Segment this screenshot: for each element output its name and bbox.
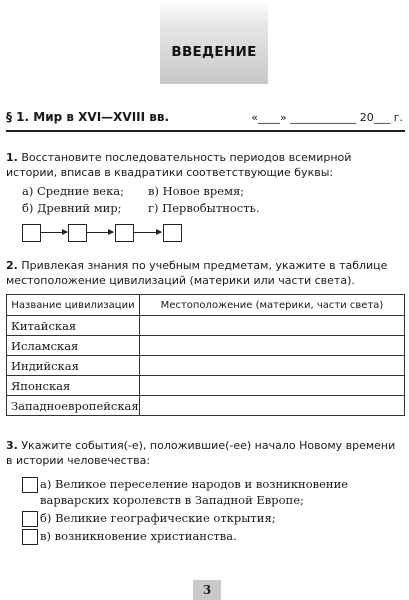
q1-option-b: б) Древний мир; <box>22 201 122 215</box>
checkbox[interactable] <box>22 529 38 545</box>
answer-text: а) Великое переселение народов и возникновение варварских королевств в Западной Европе; <box>40 477 349 507</box>
question-1 <box>6 150 405 180</box>
chapter-header-tab <box>160 0 268 84</box>
question-3-text: Укажите события(-е), положившие(-ее) начало Новому времени в истории человечества: <box>6 439 396 467</box>
table-row <box>7 356 405 376</box>
question-2 <box>6 258 405 288</box>
location-cell[interactable] <box>140 316 405 336</box>
table-row <box>7 376 405 396</box>
answer-text: б) Великие географические открытия; <box>40 511 276 525</box>
answer-option-b[interactable] <box>22 511 405 527</box>
chapter-title: ВВЕДЕНИЕ <box>171 44 257 60</box>
table-row <box>7 336 405 356</box>
sequence-box-2[interactable] <box>68 224 87 242</box>
table-header-row <box>7 295 405 316</box>
question-1-number: 1. <box>6 151 18 164</box>
arrow-right-icon <box>87 232 113 233</box>
section-header <box>6 110 405 128</box>
table-row <box>7 396 405 416</box>
question-3 <box>6 438 405 468</box>
answer-option-a[interactable] <box>22 477 405 511</box>
answer-option-v[interactable] <box>22 529 405 545</box>
date-line: «____» ____________ 20___ г. <box>251 111 403 124</box>
page-number: 3 <box>193 580 221 600</box>
civilization-name: Индийская <box>7 356 140 376</box>
question-3-number: 3. <box>6 439 18 452</box>
location-cell[interactable] <box>140 396 405 416</box>
location-cell[interactable] <box>140 356 405 376</box>
q1-option-a: а) Средние века; <box>22 184 125 198</box>
question-1-text: Восстановите последовательность периодов всемирной истории, вписав в квадратики соответствующие буквы: <box>6 151 352 179</box>
question-2-number: 2. <box>6 259 18 272</box>
column-header-location: Местоположение (материки, части света) <box>140 295 405 316</box>
column-header-name: Название цивилизации <box>7 295 140 316</box>
arrow-right-icon <box>134 232 161 233</box>
civilization-name: Японская <box>7 376 140 396</box>
sequence-box-4[interactable] <box>163 224 182 242</box>
civilization-name: Исламская <box>7 336 140 356</box>
q1-option-g: г) Первобытность. <box>148 201 260 215</box>
sequence-box-3[interactable] <box>115 224 134 242</box>
civilization-name: Западноевропейская <box>7 396 140 416</box>
section-divider <box>6 130 405 132</box>
q1-option-v: в) Новое время; <box>148 184 245 198</box>
table-row <box>7 316 405 336</box>
question-2-text: Привлекая знания по учебным предметам, укажите в таблице местоположение цивилизаций (материки или части света). <box>6 259 388 287</box>
checkbox[interactable] <box>22 477 38 493</box>
civilization-name: Китайская <box>7 316 140 336</box>
location-cell[interactable] <box>140 376 405 396</box>
checkbox[interactable] <box>22 511 38 527</box>
answer-text: в) возникновение христианства. <box>40 529 237 543</box>
location-cell[interactable] <box>140 336 405 356</box>
arrow-right-icon <box>41 232 67 233</box>
section-title: § 1. Мир в XVI—XVIII вв. <box>6 110 170 124</box>
civilization-table <box>6 294 405 416</box>
sequence-box-1[interactable] <box>22 224 41 242</box>
